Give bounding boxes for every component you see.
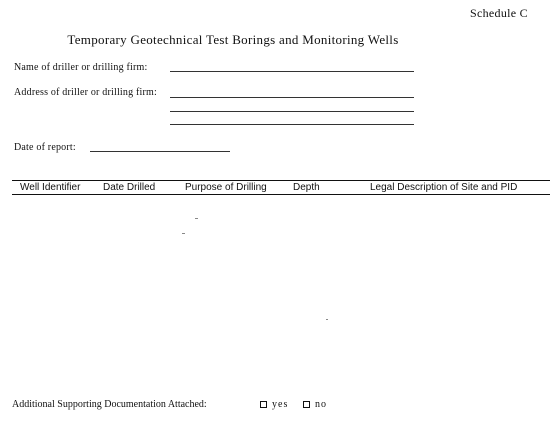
form-title: Temporary Geotechnical Test Borings and Monitoring Wells: [67, 32, 399, 47]
scan-speck: [326, 319, 328, 320]
driller-address-label: Address of driller or drilling firm:: [14, 87, 158, 98]
no-label: no: [315, 399, 327, 410]
scan-speck: [195, 218, 198, 219]
yes-label: yes: [272, 399, 289, 410]
supporting-yes-option[interactable]: [260, 399, 288, 410]
driller-address-field-line-3[interactable]: [170, 124, 414, 125]
no-checkbox[interactable]: [303, 401, 310, 408]
scan-speck: [182, 233, 185, 234]
table-top-rule: [12, 180, 550, 181]
driller-name-label: Name of driller or drilling firm:: [14, 62, 148, 73]
col-legal-description: Legal Description of Site and PID: [370, 182, 518, 193]
col-date-drilled: Date Drilled: [103, 182, 156, 193]
driller-name-field[interactable]: [170, 71, 414, 72]
col-well-identifier: Well Identifier: [20, 182, 81, 193]
report-date-field[interactable]: [90, 151, 230, 152]
col-purpose-of-drilling: Purpose of Drilling: [185, 182, 267, 193]
table-bottom-rule: [12, 194, 550, 195]
driller-address-field-line-1[interactable]: [170, 97, 414, 98]
report-date-label: Date of report:: [14, 142, 76, 153]
supporting-no-option[interactable]: [303, 399, 327, 410]
yes-checkbox[interactable]: [260, 401, 267, 408]
col-depth: Depth: [293, 182, 320, 193]
driller-address-field-line-2[interactable]: [170, 111, 414, 112]
supporting-docs-label: Additional Supporting Documentation Attached:: [12, 399, 207, 410]
schedule-label: Schedule C: [470, 6, 528, 20]
